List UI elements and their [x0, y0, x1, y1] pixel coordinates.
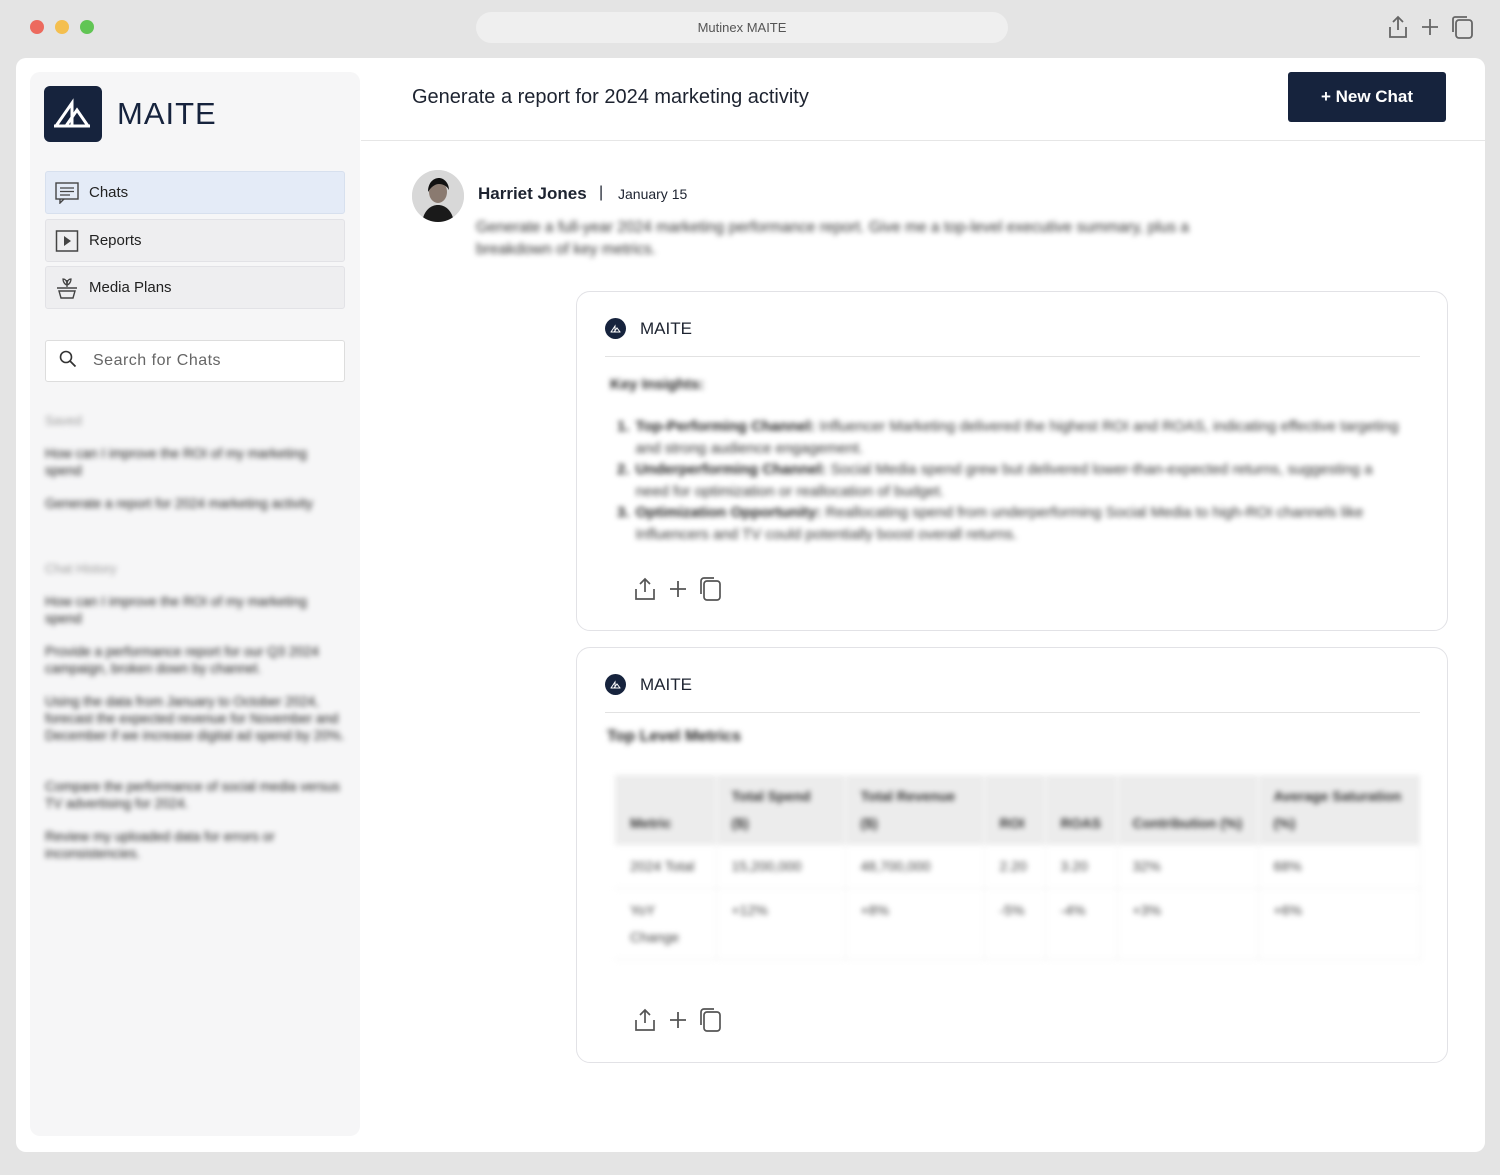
metrics-heading: Top Level Metrics — [607, 728, 741, 745]
sidebar-item-media-plans[interactable] — [45, 266, 345, 309]
message-author: Harriet Jones — [478, 184, 587, 203]
table-cell: 3.20 — [1045, 845, 1117, 889]
column-header: Total Revenue ($) — [845, 775, 984, 845]
response-author: MAITE — [640, 318, 692, 338]
maximize-window-button[interactable] — [80, 20, 94, 34]
column-header: Average Saturation (%) — [1258, 775, 1421, 845]
chat-icon — [54, 182, 80, 204]
saved-chat-link[interactable]: Generate a report for 2024 marketing activity — [45, 496, 313, 511]
table-header-row — [615, 775, 1421, 845]
address-bar[interactable]: Mutinex MAITE — [476, 12, 1008, 43]
play-icon — [54, 230, 80, 252]
response-header — [605, 674, 692, 695]
history-chat-link[interactable]: Using the data from January to October 2024, forecast the expected revenue for November and December if we increase digital ad spend by 20%. — [45, 694, 345, 743]
history-chat-link[interactable]: Compare the performance of social media versus TV advertising for 2024. — [45, 779, 340, 811]
table-cell: 48,700,000 — [845, 845, 984, 889]
list-item — [617, 459, 1407, 502]
list-item-body — [636, 459, 1407, 502]
table-cell: 32% — [1117, 845, 1258, 889]
response-actions — [633, 577, 723, 606]
table-row — [615, 845, 1421, 889]
add-icon[interactable] — [667, 1008, 689, 1037]
column-header: Metric — [615, 775, 716, 845]
message-text: Generate a full-year 2024 marketing performance report. Give me a top-level executive summary, plus a breakdown of key metrics. — [476, 219, 1190, 258]
minimize-window-button[interactable] — [55, 20, 69, 34]
plant-icon — [54, 276, 80, 300]
new-chat-button[interactable]: + New Chat — [1288, 72, 1446, 122]
message-separator: | — [599, 184, 604, 201]
browser-actions — [1386, 14, 1476, 40]
list-item-number: 2. — [617, 461, 630, 478]
table-cell: 2.20 — [984, 845, 1045, 889]
table-cell: -5% — [984, 889, 1045, 960]
response-card — [576, 291, 1448, 631]
list-item-text: Influencer Marketing delivered the highest ROI and ROAS, indicating effective targeting and strong audience engagement. — [635, 418, 1399, 457]
column-header: Total Spend ($) — [716, 775, 845, 845]
response-divider — [605, 712, 1420, 713]
table-cell: +12% — [716, 889, 845, 960]
history-chat-link[interactable]: How can I improve the ROI of my marketing spend — [45, 594, 307, 626]
column-header: ROI — [984, 775, 1045, 845]
app-window — [16, 58, 1485, 1152]
metrics-table — [615, 775, 1421, 960]
list-item-title: Underperforming Channel: — [635, 461, 827, 478]
sidebar-item-reports[interactable] — [45, 219, 345, 262]
history-chat-link[interactable]: Provide a performance report for our Q3 2024 campaign, broken down by channel. — [45, 644, 319, 676]
sidebar-item-chats[interactable] — [45, 171, 345, 214]
maite-logo-icon — [605, 674, 626, 695]
list-item-body — [636, 502, 1407, 545]
response-header — [605, 318, 692, 339]
insights-heading: Key Insights: — [610, 376, 705, 393]
close-window-button[interactable] — [30, 20, 44, 34]
list-item-body — [636, 416, 1407, 459]
response-author: MAITE — [640, 674, 692, 694]
table-cell: 2024 Total — [615, 845, 716, 889]
column-header: ROAS — [1045, 775, 1117, 845]
sidebar-item-label: Reports — [89, 232, 142, 249]
list-item-number: 3. — [617, 504, 630, 521]
table-cell: -4% — [1045, 889, 1117, 960]
table-cell: 68% — [1258, 845, 1421, 889]
sidebar-item-label: Media Plans — [89, 279, 172, 296]
saved-heading: Saved — [45, 413, 82, 428]
list-item-number: 1. — [617, 418, 630, 435]
share-icon[interactable] — [633, 577, 657, 606]
list-item — [617, 502, 1407, 545]
insights-list — [617, 416, 1407, 545]
table-cell: +6% — [1258, 889, 1421, 960]
list-item-title: Top-Performing Channel: — [635, 418, 816, 435]
column-header: Contribution (%) — [1117, 775, 1258, 845]
response-card — [576, 647, 1448, 1063]
message-date: January 15 — [618, 186, 688, 202]
table-cell: +3% — [1117, 889, 1258, 960]
maite-logo-icon — [44, 86, 102, 142]
saved-chat-link[interactable]: How can I improve the ROI of my marketing spend — [45, 446, 307, 478]
header-divider — [361, 140, 1485, 141]
search-input[interactable] — [93, 352, 323, 370]
search-icon — [59, 350, 77, 373]
page-title: Generate a report for 2024 marketing activity — [412, 86, 809, 108]
chat-history-heading: Chat History — [45, 561, 117, 576]
table-row — [615, 889, 1421, 960]
response-actions — [633, 1008, 723, 1037]
list-item-title: Optimization Opportunity: — [635, 504, 822, 521]
new-tab-icon[interactable] — [1418, 14, 1442, 40]
app-logo-text: MAITE — [117, 96, 217, 131]
sidebar-item-label: Chats — [89, 184, 129, 201]
avatar — [412, 170, 464, 222]
chat-search[interactable] — [45, 340, 345, 382]
add-icon[interactable] — [667, 577, 689, 606]
table-cell: 15,200,000 — [716, 845, 845, 889]
tabs-overview-icon[interactable] — [1450, 14, 1476, 40]
share-icon[interactable] — [1386, 14, 1410, 40]
history-chat-link[interactable]: Review my uploaded data for errors or inconsistencies. — [45, 829, 275, 861]
copy-icon[interactable] — [699, 1008, 723, 1037]
copy-icon[interactable] — [699, 577, 723, 606]
list-item-text: Reallocating spend from underperforming Social Media to high-ROI channels like Influencers and TV could potentially boost overall returns. — [635, 504, 1364, 543]
table-cell: YoY Change — [615, 889, 716, 960]
response-divider — [605, 356, 1420, 357]
list-item-text: Social Media spend grew but delivered lower-than-expected returns, suggesting a need for optimization or reallocation of budget. — [635, 461, 1373, 500]
table-cell: +8% — [845, 889, 984, 960]
browser-chrome — [0, 0, 1500, 58]
share-icon[interactable] — [633, 1008, 657, 1037]
list-item — [617, 416, 1407, 459]
sidebar — [30, 72, 360, 1136]
maite-logo-icon — [605, 318, 626, 339]
